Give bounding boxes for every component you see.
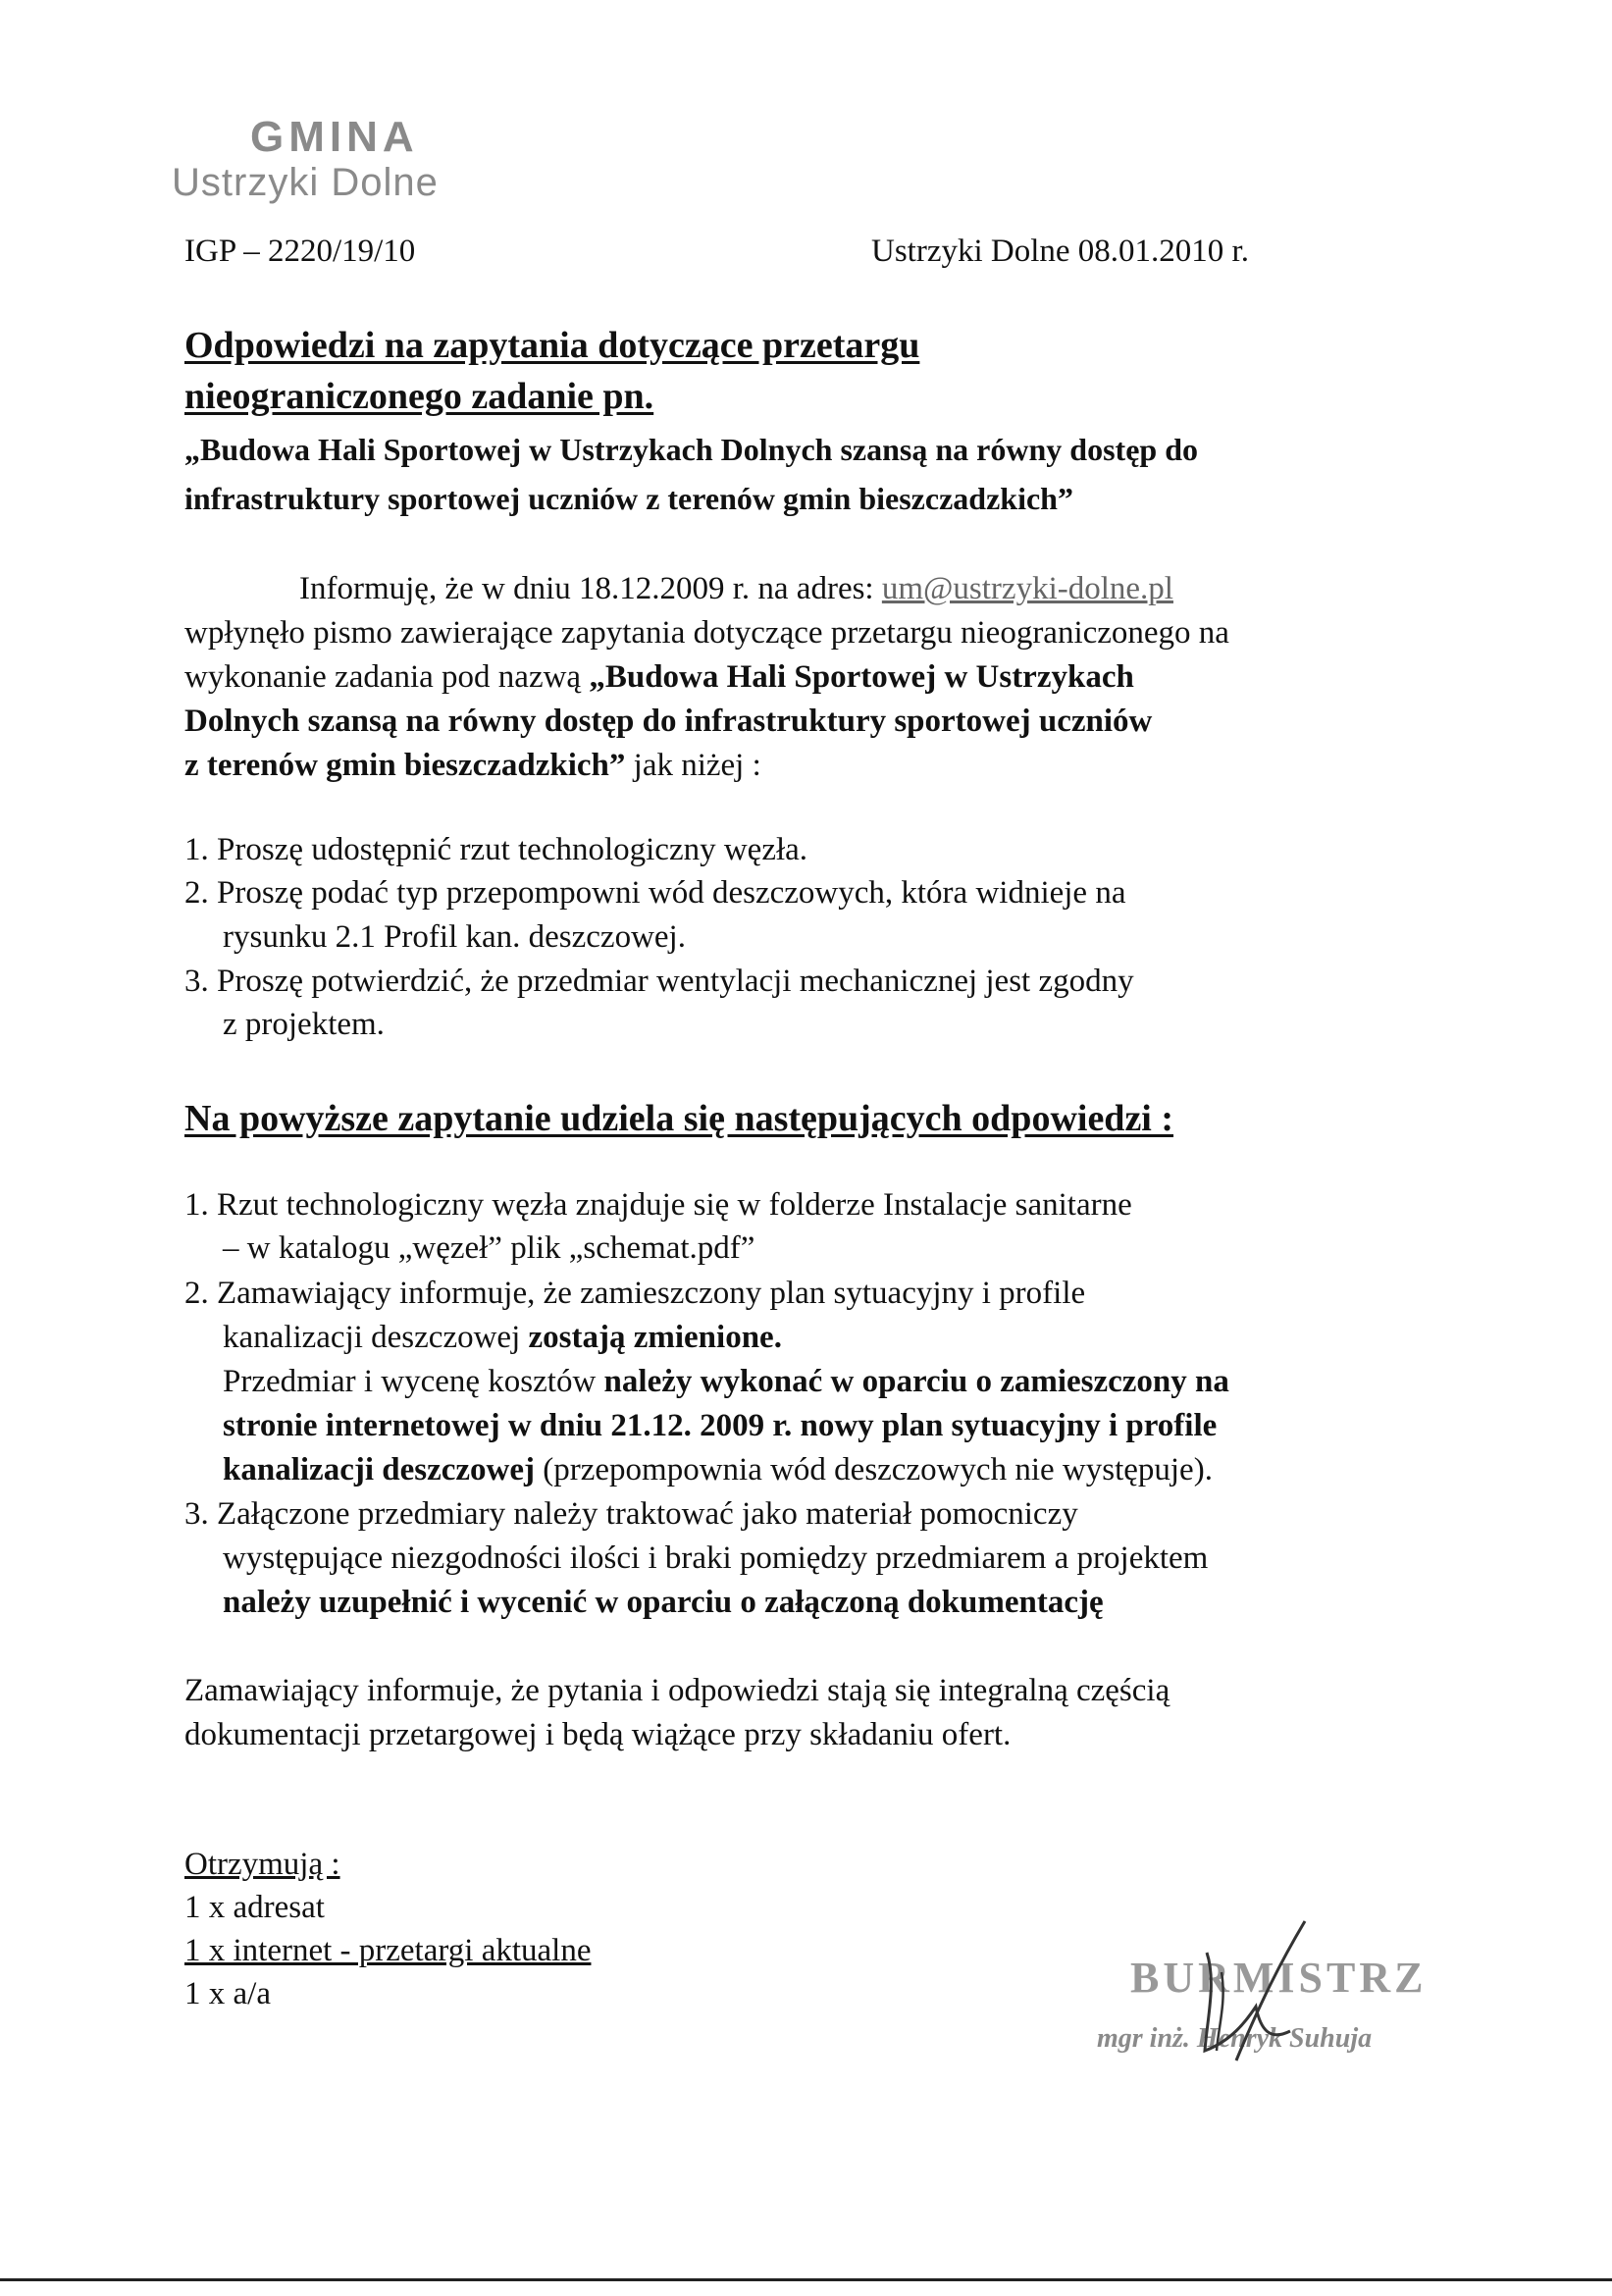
answer-2-line2 (223, 1320, 782, 1356)
answer-2 (184, 1276, 1085, 1312)
recipient-2-text: 1 x internet - przetargi aktualne (184, 1933, 592, 1968)
intro-line3-text: wykonanie zadania pod nazwą (184, 659, 590, 695)
page-title-line1: Odpowiedzi na zapytania dotyczące przetargu (184, 325, 920, 366)
recipient-2 (184, 1933, 591, 1969)
subtitle-line2: infrastruktury sportowej uczniów z terenów gmin bieszczadzkich” (184, 481, 1073, 516)
stamp-top-text: GMINA (250, 113, 419, 161)
intro-line3-bold: „Budowa Hali Sportowej w Ustrzykach (589, 659, 1134, 695)
question-1 (184, 832, 807, 868)
question-2-text: Proszę podać typ przepompowni wód deszczowych, która widnieje na (217, 875, 1126, 911)
question-1-text: Proszę udostępnić rzut technologiczny węzła. (217, 832, 808, 867)
handwritten-signature-icon (1060, 1913, 1432, 2090)
signature-block (1060, 1913, 1432, 2090)
answer-2-line4-bold: stronie internetowej w dniu 21.12. 2009 r. nowy plan sytuacyjny i profile (223, 1408, 1218, 1443)
question-2-line2: rysunku 2.1 Profil kan. deszczowej. (223, 919, 686, 955)
answer-1-line2: – w katalogu „węzeł” plik „schemat.pdf” (223, 1230, 755, 1266)
question-3 (184, 964, 1134, 1000)
answer-2-text: Zamawiający informuje, że zamieszczony plan sytuacyjny i profile (217, 1276, 1086, 1311)
answer-2-line3-text: Przedmiar i wycenę kosztów (223, 1364, 604, 1399)
intro-line1 (299, 571, 1173, 607)
answer-3 (184, 1496, 1078, 1533)
answer-2-line3-bold: należy wykonać w oparciu o zamieszczony na (603, 1364, 1229, 1399)
recipient-1: 1 x adresat (184, 1890, 325, 1925)
signature-stamp-title: BURMISTRZ (1130, 1954, 1428, 2002)
answer-1-number: 1. (184, 1187, 209, 1223)
question-3-text: Proszę potwierdzić, że przedmiar wentylacji mechanicznej jest zgodny (217, 964, 1134, 999)
answer-2-line2-bold: zostają zmienione. (528, 1320, 782, 1355)
recipients-heading (184, 1847, 340, 1883)
intro-line5 (184, 748, 761, 784)
answer-3-line3-bold: należy uzupełnić i wycenić w oparciu o załączoną dokumentację (223, 1585, 1104, 1620)
intro-line2: wpłynęło pismo zawierające zapytania dotyczące przetargu nieograniczonego na (184, 615, 1229, 651)
answer-2-number: 2. (184, 1276, 209, 1311)
intro-line4-bold: Dolnych szansą na równy dostęp do infrastruktury sportowej uczniów (184, 704, 1153, 739)
stamp-bottom-text: Ustrzyki Dolne (172, 161, 439, 204)
question-2-number: 2. (184, 875, 209, 911)
answer-2-line3 (223, 1364, 1229, 1400)
answer-3-line2: występujące niezgodności ilości i braki pomiędzy przedmiarem a projektem (223, 1540, 1209, 1576)
recipient-3: 1 x a/a (184, 1976, 271, 2011)
email-link[interactable]: um@ustrzyki-dolne.pl (881, 571, 1173, 606)
intro-line1-text: Informuję, że w dniu 18.12.2009 r. na adres: (299, 571, 882, 606)
answer-2-line5-text: (przepompownia wód deszczowych nie występuje). (535, 1452, 1213, 1487)
question-3-number: 3. (184, 964, 209, 999)
question-2 (184, 875, 1125, 912)
signature-name: mgr inż. Henryk Suhuja (1097, 2023, 1373, 2054)
intro-line3 (184, 659, 1134, 696)
place-date: Ustrzyki Dolne 08.01.2010 r. (871, 234, 1249, 269)
question-3-line2: z projektem. (223, 1007, 385, 1042)
intro-line5-bold: z terenów gmin bieszczadzkich” (184, 748, 626, 783)
closing-line2: dokumentacji przetargowej i będą wiążące przy składaniu ofert. (184, 1717, 1012, 1752)
answer-3-line3 (223, 1585, 1104, 1621)
scan-edge-divider (0, 2278, 1612, 2281)
answer-1 (184, 1187, 1132, 1224)
answers-heading: Na powyższe zapytanie udziela się następujących odpowiedzi : (184, 1098, 1174, 1139)
answer-2-line2-text: kanalizacji deszczowej (223, 1320, 529, 1355)
reference-number: IGP – 2220/19/10 (184, 234, 416, 269)
closing-line1: Zamawiający informuje, że pytania i odpowiedzi stają się integralną częścią (184, 1673, 1170, 1708)
answer-3-number: 3. (184, 1496, 209, 1532)
subtitle-line1: „Budowa Hali Sportowej w Ustrzykach Dolnych szansą na równy dostęp do (184, 432, 1198, 467)
answer-1-text: Rzut technologiczny węzła znajduje się w folderze Instalacje sanitarne (217, 1187, 1132, 1223)
answer-2-line5 (223, 1452, 1213, 1488)
intro-line5-text: jak niżej : (625, 748, 761, 783)
answer-2-line4 (223, 1408, 1217, 1444)
answer-2-line5-bold: kanalizacji deszczowej (223, 1452, 535, 1487)
recipients-heading-text: Otrzymują : (184, 1847, 340, 1882)
intro-line4 (184, 704, 1152, 740)
page-title-line2: nieograniczonego zadanie pn. (184, 376, 654, 417)
question-1-number: 1. (184, 832, 209, 867)
answer-3-text: Załączone przedmiary należy traktować jako materiał pomocniczy (217, 1496, 1078, 1532)
municipality-stamp (172, 114, 439, 204)
